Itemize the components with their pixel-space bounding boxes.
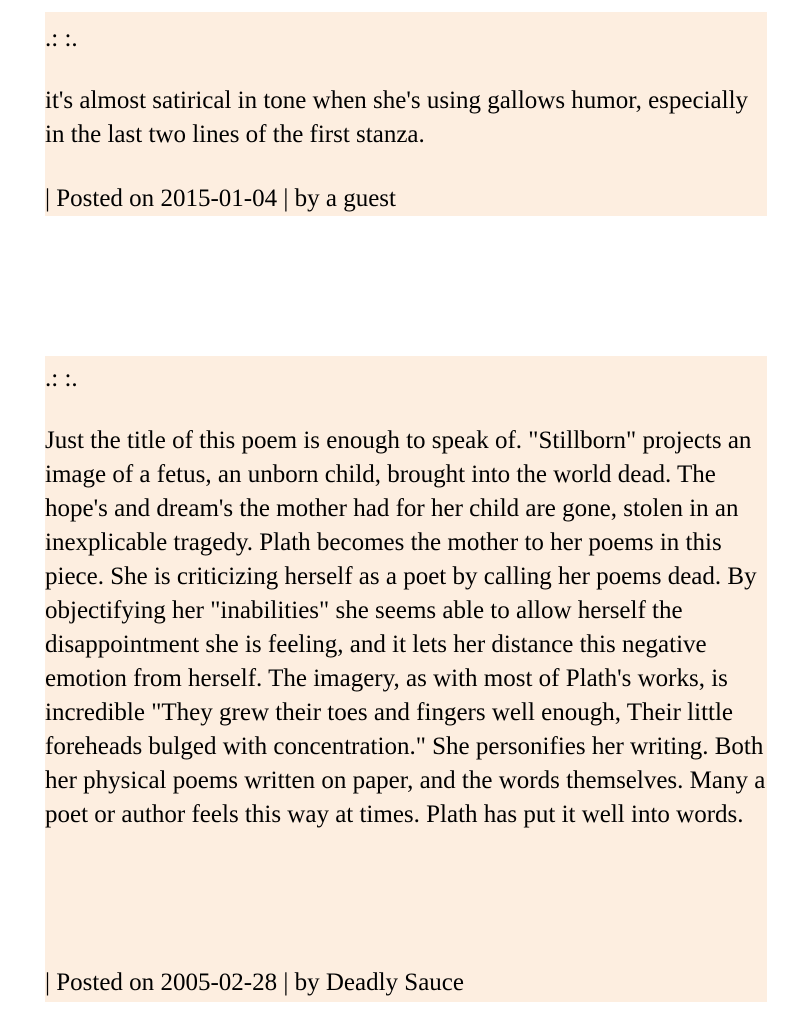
by-label: | by [277,969,326,996]
comment-marker: .: :. [45,25,78,52]
by-label: | by [277,185,326,212]
comment-text: it's almost satirical in tone when she's using gallows humor, especially in the last two lines of the first stanza. [45,87,749,148]
post-date: 2015-01-04 [160,185,278,212]
comment-card [45,356,767,1002]
comment-card [45,12,767,216]
comment-meta [45,182,396,216]
comment-author: a guest [325,185,396,212]
posted-label: | Posted on [45,969,161,996]
post-date: 2005-02-28 [160,969,278,996]
posted-label: | Posted on [45,185,161,212]
comment-marker: .: :. [45,365,78,392]
comment-text: Just the title of this poem is enough to speak of. "Stillborn" projects an image of a fetus, an unborn child, brought into the world dead. The hope's and dream's the mother had for her child are gone, stolen in an inexplicable tragedy. Plath becomes the mother to her poems in this piece. She is criticizing herself as a poet by calling her poems dead. By objectifying her "inabilities" she seems able to allow herself the disappointment she is feeling, and it lets her distance this negative emotion from herself. The imagery, as with most of Plath's works, is incredible "They grew their toes and fingers well enough, Their little foreheads bulged with concentration." She personifies her writing. Both her physical poems written on paper, and the words themselves. Many a poet or author feels this way at times. Plath has put it well into words. [45,427,766,828]
comment-meta [45,966,464,1000]
comment-author: Deadly Sauce [325,969,464,996]
